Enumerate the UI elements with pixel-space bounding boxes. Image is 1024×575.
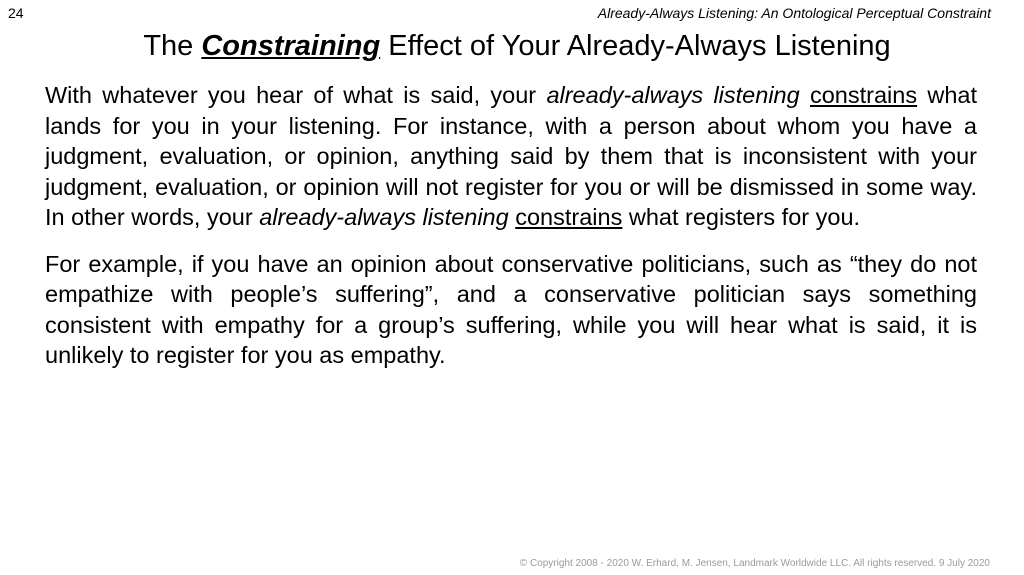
- p1-underlined-word-2: constrains: [515, 204, 623, 230]
- p1-text-c: what registers for you.: [622, 204, 861, 230]
- copyright-footer: © Copyright 2008 - 2020 W. Erhard, M. Jensen, Landmark Worldwide LLC. All rights reserved. 9 July 2020: [519, 558, 990, 569]
- title-emphasis: Constraining: [201, 30, 381, 62]
- p1-italic-phrase-2: already-always listening: [259, 204, 509, 230]
- p1-underlined-word-1: constrains: [809, 82, 918, 108]
- title-suffix: Effect of Your Already-Always Listening: [380, 30, 891, 62]
- slide-body: [45, 80, 977, 387]
- p1-italic-phrase-1: already-always listening: [546, 82, 800, 108]
- paragraph-2: For example, if you have an opinion about conservative politicians, such as “they do not empathize with people’s suffering”, and a conservative politician says something consistent with empathy for a group’s suffering, while you will hear what is said, it is unlikely to register for you as empathy.: [45, 250, 977, 368]
- p1-text-a: With whatever you hear of what is said, your: [45, 82, 547, 108]
- running-header: Already-Always Listening: An Ontological Perceptual Constraint: [597, 5, 991, 21]
- paragraph-1: [45, 80, 977, 233]
- p1-space-1: [800, 82, 810, 108]
- slide-title: [0, 30, 1024, 63]
- p1-text-b: what lands for you in your listening. For instance, with a person about whom you have a judgment, evaluation, or opinion, anything said by them that is inconsistent with your judgment, evaluation, or opinion will not register for you or will be dismissed in some way. In other words, your: [45, 82, 978, 230]
- title-prefix: The: [143, 30, 202, 62]
- page-number: 24: [8, 5, 24, 21]
